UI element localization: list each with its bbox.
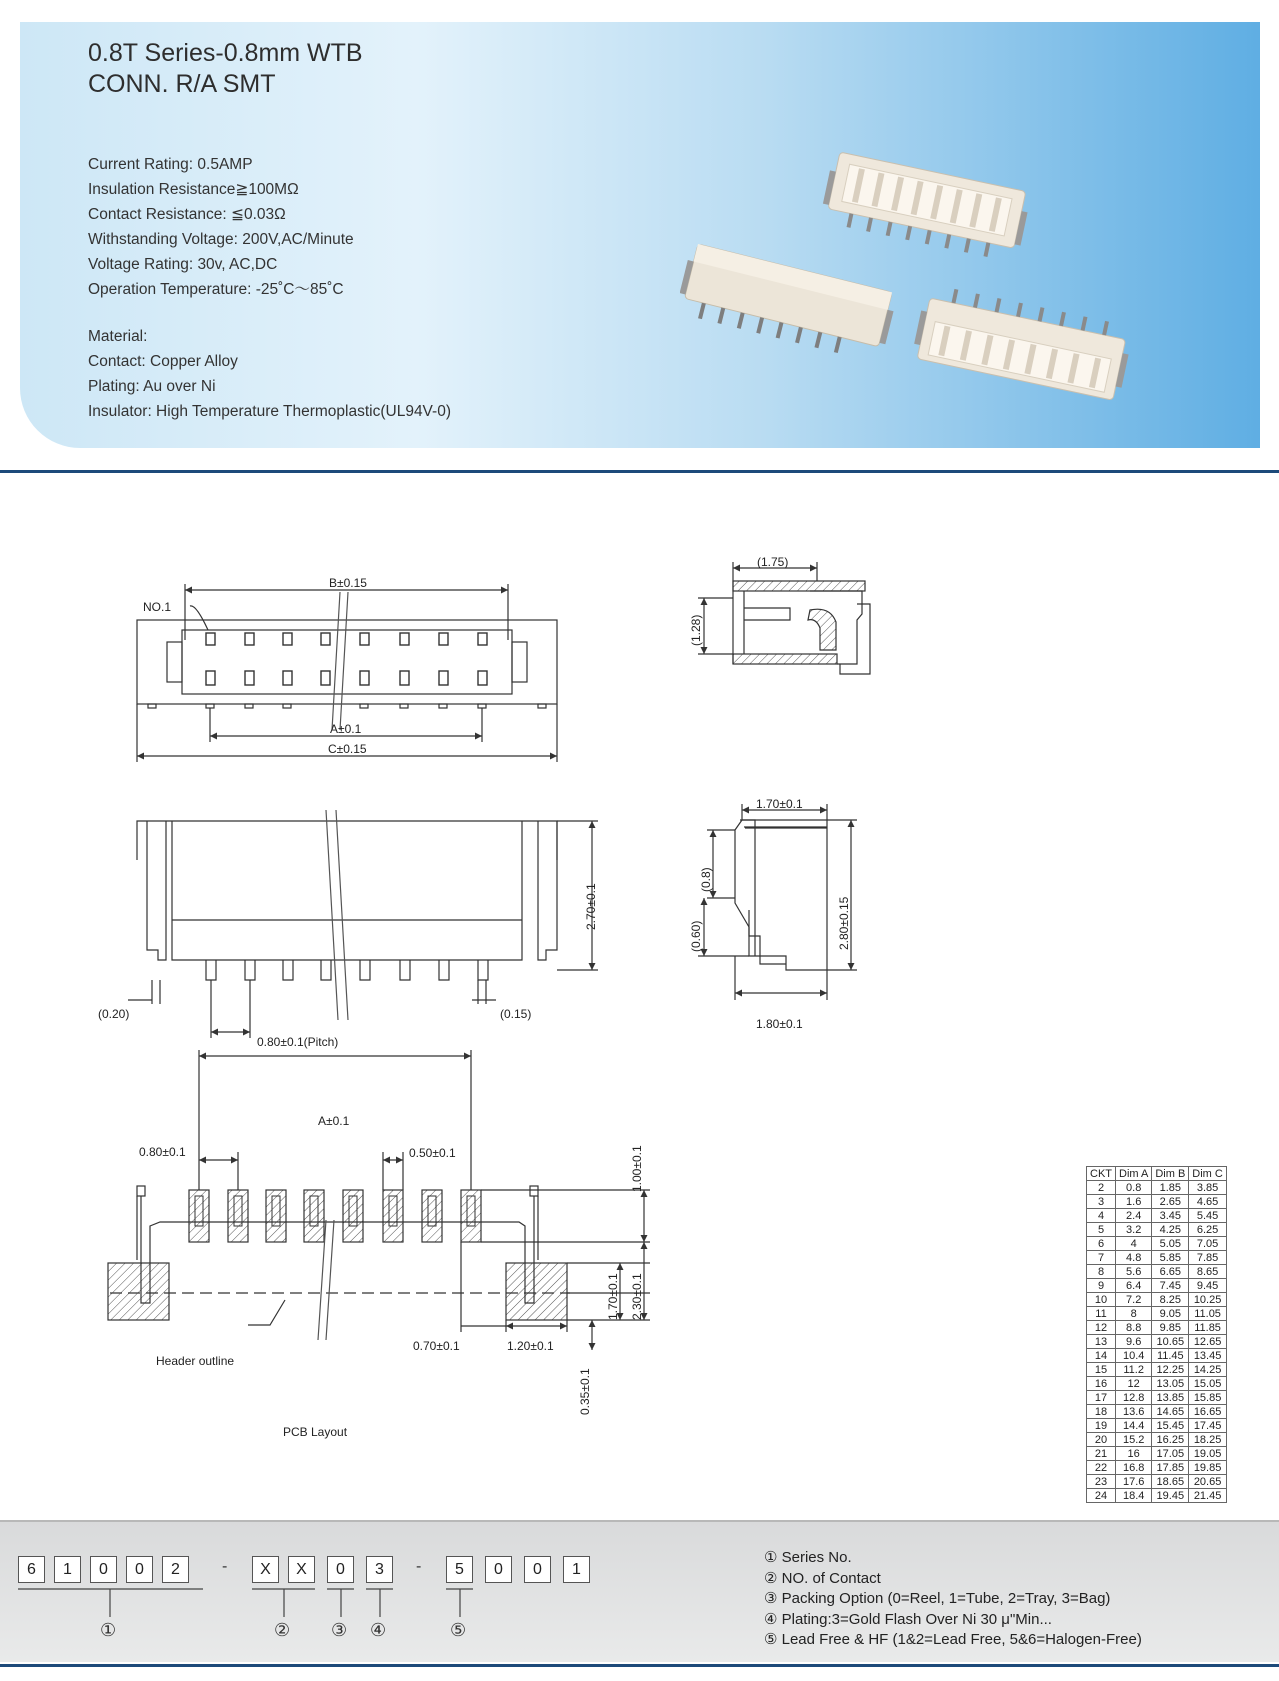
- table-row: [1087, 1223, 1227, 1237]
- table-cell: 3.45: [1152, 1209, 1189, 1223]
- table-cell: 18: [1087, 1405, 1116, 1419]
- table-cell: 19.45: [1152, 1489, 1189, 1503]
- table-cell: 8: [1087, 1265, 1116, 1279]
- pn-digit: 0: [485, 1556, 512, 1583]
- marker-2: ②: [274, 1620, 291, 1641]
- dim-pcb-050: 0.50±0.1: [409, 1146, 456, 1160]
- table-cell: 12.8: [1116, 1391, 1152, 1405]
- table-cell: 8.8: [1116, 1321, 1152, 1335]
- material-heading: Material:: [88, 328, 148, 345]
- table-cell: 7.05: [1189, 1237, 1227, 1251]
- table-cell: 15.85: [1189, 1391, 1227, 1405]
- ckt-table-body: [1087, 1181, 1227, 1503]
- spec-current-rating: Current Rating: 0.5AMP: [88, 156, 253, 173]
- table-row: [1087, 1433, 1227, 1447]
- label-no1: NO.1: [143, 600, 172, 614]
- col-dim-c: Dim C: [1189, 1167, 1227, 1181]
- table-cell: 17.6: [1116, 1475, 1152, 1489]
- table-cell: 7.85: [1189, 1251, 1227, 1265]
- table-cell: 2.4: [1116, 1209, 1152, 1223]
- page-title: [88, 38, 363, 100]
- table-cell: 16.65: [1189, 1405, 1227, 1419]
- table-row: [1087, 1391, 1227, 1405]
- table-row: [1087, 1195, 1227, 1209]
- dim-pcb-035: 0.35±0.1: [578, 1368, 592, 1415]
- dim-pitch: 0.80±0.1(Pitch): [257, 1035, 339, 1049]
- table-cell: 3.2: [1116, 1223, 1152, 1237]
- table-cell: 11.2: [1116, 1363, 1152, 1377]
- dim-height-270: 2.70±0.1: [584, 883, 598, 930]
- table-cell: 4.65: [1189, 1195, 1227, 1209]
- dim-pcb-170: 1.70±0.1: [606, 1273, 620, 1320]
- table-cell: 12.25: [1152, 1363, 1189, 1377]
- dim-b: B±0.15: [329, 576, 367, 590]
- legend-lead-free: ⑤ Lead Free & HF (1&2=Lead Free, 5&6=Halogen-Free): [764, 1631, 1142, 1648]
- table-cell: 13: [1087, 1335, 1116, 1349]
- table-cell: 16: [1116, 1447, 1152, 1461]
- table-cell: 11: [1087, 1307, 1116, 1321]
- table-cell: 11.45: [1152, 1349, 1189, 1363]
- table-row: [1087, 1307, 1227, 1321]
- marker-1: ①: [100, 1620, 117, 1641]
- table-cell: 20: [1087, 1433, 1116, 1447]
- divider-bottom: [0, 1664, 1279, 1667]
- title-line-1: 0.8T Series-0.8mm WTB: [88, 39, 363, 67]
- table-row: [1087, 1363, 1227, 1377]
- table-cell: 4: [1087, 1209, 1116, 1223]
- table-row: [1087, 1251, 1227, 1265]
- table-row: [1087, 1209, 1227, 1223]
- dim-pcb-100: 1.00±0.1: [630, 1145, 644, 1192]
- table-cell: 3: [1087, 1195, 1116, 1209]
- pn-digit: 1: [563, 1556, 590, 1583]
- marker-4: ④: [370, 1620, 387, 1641]
- table-cell: 1.85: [1152, 1181, 1189, 1195]
- table-cell: 10.4: [1116, 1349, 1152, 1363]
- dim-s-08: (0.8): [699, 867, 713, 892]
- dim-s-280: 2.80±0.15: [837, 896, 851, 950]
- table-cell: 4: [1116, 1237, 1152, 1251]
- table-cell: 14: [1087, 1349, 1116, 1363]
- dim-pcb-080: 0.80±0.1: [139, 1145, 186, 1159]
- table-cell: 20.65: [1189, 1475, 1227, 1489]
- table-cell: 15.05: [1189, 1377, 1227, 1391]
- table-cell: 5.85: [1152, 1251, 1189, 1265]
- table-cell: 13.45: [1189, 1349, 1227, 1363]
- dim-s-060: (0.60): [689, 920, 703, 952]
- table-cell: 4.25: [1152, 1223, 1189, 1237]
- dim-020: (0.20): [98, 1007, 130, 1021]
- pn-digit: 2: [162, 1556, 189, 1583]
- table-cell: 8.65: [1189, 1265, 1227, 1279]
- table-cell: 14.65: [1152, 1405, 1189, 1419]
- table-cell: 17: [1087, 1391, 1116, 1405]
- table-cell: 7.2: [1116, 1293, 1152, 1307]
- dim-s-180: 1.80±0.1: [756, 1017, 803, 1031]
- dim-015: (0.15): [500, 1007, 532, 1021]
- marker-5: ⑤: [450, 1620, 467, 1641]
- table-cell: 16: [1087, 1377, 1116, 1391]
- table-cell: 2.65: [1152, 1195, 1189, 1209]
- table-cell: 10.25: [1189, 1293, 1227, 1307]
- table-cell: 3.85: [1189, 1181, 1227, 1195]
- connector-product-photo: [680, 112, 1200, 412]
- table-cell: 9.05: [1152, 1307, 1189, 1321]
- table-cell: 8: [1116, 1307, 1152, 1321]
- table-cell: 15.2: [1116, 1433, 1152, 1447]
- table-cell: 7: [1087, 1251, 1116, 1265]
- table-row: [1087, 1237, 1227, 1251]
- table-cell: 9.45: [1189, 1279, 1227, 1293]
- table-row: [1087, 1405, 1227, 1419]
- table-row: [1087, 1265, 1227, 1279]
- col-dim-a: Dim A: [1116, 1167, 1152, 1181]
- table-cell: 14.25: [1189, 1363, 1227, 1377]
- part-number-leaders: [0, 1522, 640, 1664]
- pn-dash: -: [416, 1558, 422, 1575]
- col-dim-b: Dim B: [1152, 1167, 1189, 1181]
- material-contact: Contact: Copper Alloy: [88, 353, 238, 370]
- spec-list: [88, 152, 354, 302]
- spec-contact-resistance: Contact Resistance: ≦0.03Ω: [88, 206, 286, 223]
- table-cell: 0.8: [1116, 1181, 1152, 1195]
- side-profile-view: [698, 804, 857, 1000]
- table-row: [1087, 1461, 1227, 1475]
- table-cell: 11.85: [1189, 1321, 1227, 1335]
- material-list: [88, 324, 451, 424]
- part-number-legend: [764, 1548, 1142, 1651]
- pn-digit: X: [252, 1556, 279, 1583]
- table-cell: 6.4: [1116, 1279, 1152, 1293]
- table-cell: 12: [1087, 1321, 1116, 1335]
- header-banner: [20, 22, 1260, 448]
- pcb-layout-view: [108, 1050, 650, 1350]
- table-cell: 18.4: [1116, 1489, 1152, 1503]
- col-ckt: CKT: [1087, 1167, 1116, 1181]
- spec-voltage-rating: Voltage Rating: 30v, AC,DC: [88, 256, 278, 273]
- table-row: [1087, 1475, 1227, 1489]
- pcb-layout-label: PCB Layout: [283, 1425, 348, 1439]
- title-line-2: CONN. R/A SMT: [88, 70, 276, 98]
- divider-top: [0, 470, 1279, 473]
- table-row: [1087, 1349, 1227, 1363]
- table-row: [1087, 1181, 1227, 1195]
- legend-packing-option: ③ Packing Option (0=Reel, 1=Tube, 2=Tray, 3=Bag): [764, 1590, 1111, 1607]
- table-header-row: [1087, 1167, 1227, 1181]
- dim-pcb-070: 0.70±0.1: [413, 1339, 460, 1353]
- dim-pcb-120: 1.20±0.1: [507, 1339, 554, 1353]
- front-section-view: [128, 810, 598, 1038]
- table-cell: 18.25: [1189, 1433, 1227, 1447]
- table-cell: 8.25: [1152, 1293, 1189, 1307]
- pn-digit: 3: [366, 1556, 393, 1583]
- header-outline-label: Header outline: [156, 1354, 235, 1368]
- dim-side-175: (1.75): [757, 555, 789, 569]
- spec-insulation-resistance: Insulation Resistance≧100MΩ: [88, 181, 299, 198]
- marker-3: ③: [331, 1620, 348, 1641]
- table-cell: 10.65: [1152, 1335, 1189, 1349]
- pn-digit: 1: [54, 1556, 81, 1583]
- table-cell: 9: [1087, 1279, 1116, 1293]
- table-row: [1087, 1377, 1227, 1391]
- pn-digit: 5: [446, 1556, 473, 1583]
- pn-digit: 6: [18, 1556, 45, 1583]
- table-cell: 15: [1087, 1363, 1116, 1377]
- table-cell: 4.8: [1116, 1251, 1152, 1265]
- table-row: [1087, 1489, 1227, 1503]
- table-cell: 19.85: [1189, 1461, 1227, 1475]
- material-insulator: Insulator: High Temperature Thermoplastic(UL94V-0): [88, 403, 451, 420]
- table-cell: 9.85: [1152, 1321, 1189, 1335]
- table-cell: 13.05: [1152, 1377, 1189, 1391]
- table-cell: 16.25: [1152, 1433, 1189, 1447]
- table-cell: 21: [1087, 1447, 1116, 1461]
- table-cell: 18.65: [1152, 1475, 1189, 1489]
- legend-no-of-contact: ② NO. of Contact: [764, 1569, 881, 1587]
- pn-digit: 0: [327, 1556, 354, 1583]
- legend-plating: ④ Plating:3=Gold Flash Over Ni 30 μ"Min...: [764, 1610, 1052, 1628]
- table-cell: 2: [1087, 1181, 1116, 1195]
- pn-digit: X: [288, 1556, 315, 1583]
- dim-side-128: (1.28): [689, 614, 703, 646]
- ckt-dimension-table: [1086, 1166, 1227, 1503]
- table-cell: 5.05: [1152, 1237, 1189, 1251]
- table-row: [1087, 1293, 1227, 1307]
- table-cell: 7.45: [1152, 1279, 1189, 1293]
- spec-withstanding-voltage: Withstanding Voltage: 200V,AC/Minute: [88, 231, 354, 248]
- table-cell: 21.45: [1189, 1489, 1227, 1503]
- table-cell: 22: [1087, 1461, 1116, 1475]
- legend-series-no: ① Series No.: [764, 1549, 852, 1566]
- table-row: [1087, 1321, 1227, 1335]
- dim-s-170: 1.70±0.1: [756, 797, 803, 811]
- dim-a-top: A±0.1: [330, 722, 362, 736]
- table-cell: 15.45: [1152, 1419, 1189, 1433]
- spec-operation-temperature: Operation Temperature: -25˚C～85˚C: [88, 281, 344, 298]
- table-row: [1087, 1335, 1227, 1349]
- table-cell: 16.8: [1116, 1461, 1152, 1475]
- table-cell: 12: [1116, 1377, 1152, 1391]
- dim-c: C±0.15: [328, 742, 367, 756]
- table-cell: 6: [1087, 1237, 1116, 1251]
- table-cell: 5.45: [1189, 1209, 1227, 1223]
- table-cell: 10: [1087, 1293, 1116, 1307]
- pn-digit: 0: [524, 1556, 551, 1583]
- table-cell: 11.05: [1189, 1307, 1227, 1321]
- table-row: [1087, 1279, 1227, 1293]
- side-view-top: [698, 562, 870, 674]
- table-cell: 9.6: [1116, 1335, 1152, 1349]
- material-plating: Plating: Au over Ni: [88, 378, 216, 395]
- dim-pcb-230: 2.30±0.1: [630, 1273, 644, 1320]
- table-cell: 14.4: [1116, 1419, 1152, 1433]
- table-cell: 6.25: [1189, 1223, 1227, 1237]
- dim-pcb-a: A±0.1: [318, 1114, 350, 1128]
- pn-dash: -: [222, 1558, 228, 1575]
- table-cell: 19: [1087, 1419, 1116, 1433]
- table-cell: 17.05: [1152, 1447, 1189, 1461]
- table-cell: 1.6: [1116, 1195, 1152, 1209]
- table-cell: 12.65: [1189, 1335, 1227, 1349]
- table-cell: 17.45: [1189, 1419, 1227, 1433]
- table-row: [1087, 1447, 1227, 1461]
- table-cell: 5.6: [1116, 1265, 1152, 1279]
- table-cell: 17.85: [1152, 1461, 1189, 1475]
- table-cell: 5: [1087, 1223, 1116, 1237]
- table-cell: 23: [1087, 1475, 1116, 1489]
- pn-digit: 0: [90, 1556, 117, 1583]
- table-cell: 13.6: [1116, 1405, 1152, 1419]
- pn-digit: 0: [126, 1556, 153, 1583]
- table-cell: 13.85: [1152, 1391, 1189, 1405]
- table-cell: 19.05: [1189, 1447, 1227, 1461]
- table-cell: 24: [1087, 1489, 1116, 1503]
- table-cell: 6.65: [1152, 1265, 1189, 1279]
- table-row: [1087, 1419, 1227, 1433]
